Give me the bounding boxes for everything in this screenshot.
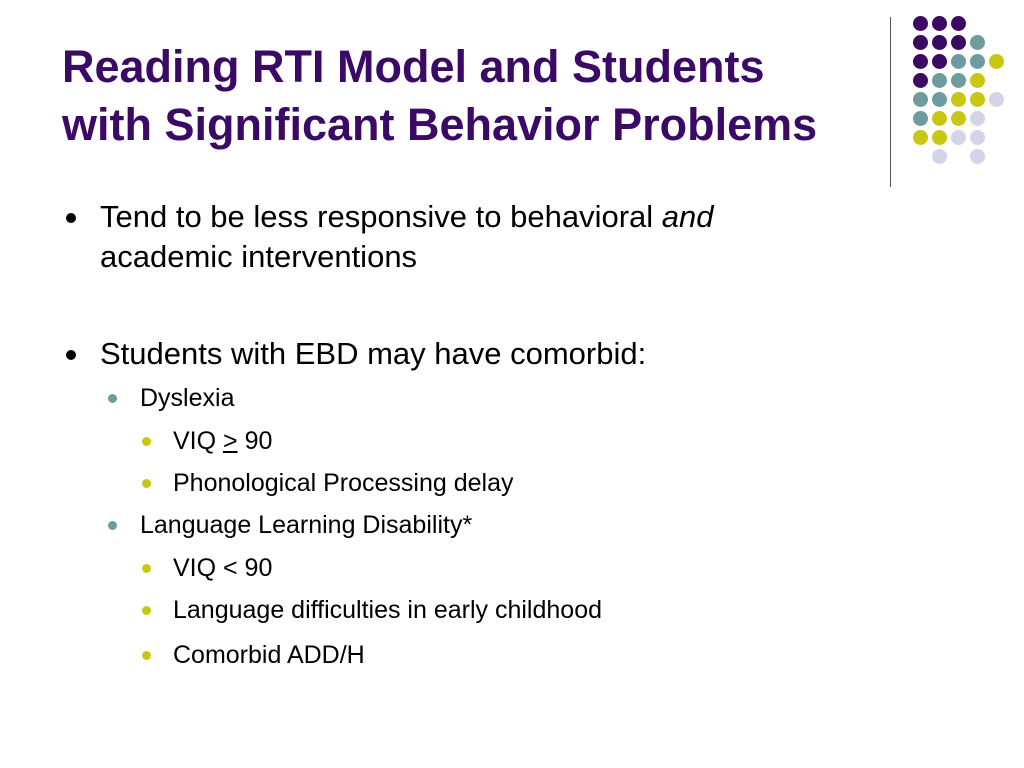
bullet-icon (108, 521, 117, 530)
text: VIQ < 90 (173, 554, 273, 582)
bullet-icon (142, 437, 151, 446)
text: Phonological Processing delay (173, 469, 514, 497)
dot (951, 73, 966, 88)
text: VIQ (173, 427, 224, 455)
dot (932, 130, 947, 145)
dot (932, 54, 947, 69)
title-line-2: with Significant Behavior Problems (62, 99, 818, 150)
bullet-add (173, 641, 365, 670)
bullet-dyslexia (140, 384, 234, 413)
dot (951, 16, 966, 31)
dot (951, 54, 966, 69)
dot (951, 111, 966, 126)
dot (951, 35, 966, 50)
dot (932, 16, 947, 31)
text: Language Learning Disability* (140, 511, 473, 539)
dot (913, 35, 928, 50)
dot (932, 35, 947, 50)
dot (951, 130, 966, 145)
bullet-viq-gte-90 (173, 427, 272, 456)
dot (970, 73, 985, 88)
bullet-lld (140, 511, 472, 540)
dot (970, 111, 985, 126)
bullet-phonological (173, 469, 514, 498)
dot (970, 35, 985, 50)
text: Comorbid ADD/H (173, 641, 365, 669)
dot (913, 16, 928, 31)
bullet-icon (108, 394, 117, 403)
text: Tend to be less responsive to behavioral (100, 199, 662, 234)
symbol: > (223, 427, 238, 455)
bullet-icon (142, 479, 151, 488)
title-line-1: Reading RTI Model and Students (62, 41, 765, 92)
divider-line (890, 17, 891, 187)
text: academic interventions (100, 239, 418, 274)
dot (989, 54, 1004, 69)
text: Language difficulties in early childhood (173, 596, 603, 624)
dot (989, 92, 1004, 107)
bullet-icon (142, 651, 151, 660)
dot (970, 92, 985, 107)
bullet-icon (66, 350, 76, 360)
dot (932, 149, 947, 164)
dot (913, 111, 928, 126)
dot (932, 92, 947, 107)
dot (913, 73, 928, 88)
dot (951, 92, 966, 107)
slide-title (62, 38, 817, 154)
text: Dyslexia (140, 384, 235, 412)
bullet-responsiveness (100, 197, 714, 277)
bullet-icon (142, 564, 151, 573)
bullet-comorbid (100, 334, 646, 374)
dot (913, 54, 928, 69)
emphasis: and (661, 199, 714, 234)
dot (970, 54, 985, 69)
bullet-viq-lt-90 (173, 554, 272, 583)
dot (970, 149, 985, 164)
dot (932, 73, 947, 88)
text: Students with EBD may have comorbid: (100, 336, 647, 371)
dot (913, 130, 928, 145)
dot (970, 130, 985, 145)
dot (932, 111, 947, 126)
text: 90 (237, 427, 273, 455)
bullet-icon (66, 213, 76, 223)
bullet-language (173, 596, 602, 625)
dot (913, 92, 928, 107)
bullet-icon (142, 606, 151, 615)
